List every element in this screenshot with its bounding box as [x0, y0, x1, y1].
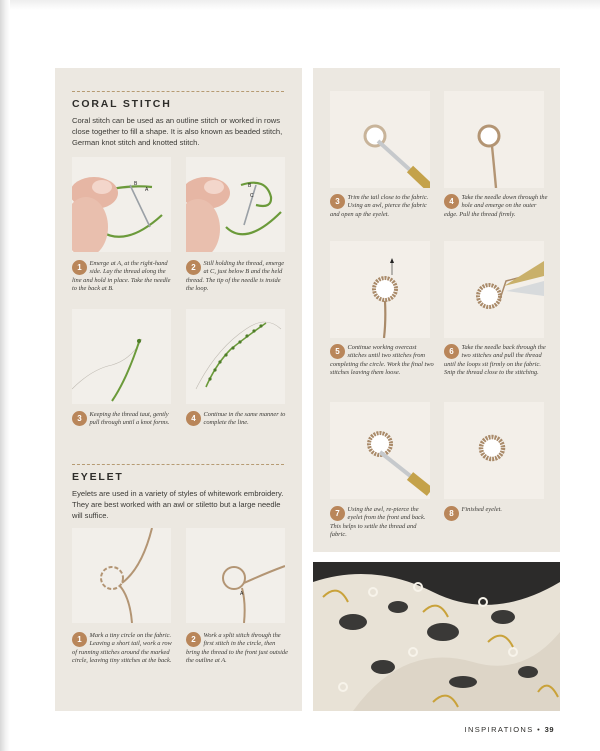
step-number-badge: 3	[72, 411, 87, 426]
eyelet-step-4-photo	[444, 91, 544, 188]
step-number-badge: 1	[72, 260, 87, 275]
label-a: A	[240, 591, 244, 597]
step-text: Emerge at A, at the right-hand side. Lay the thread along the line and hold in place. Take the needle to the back at B.	[72, 260, 171, 293]
eyelet-step-1-photo	[72, 528, 171, 623]
step-number-badge: 6	[444, 344, 459, 359]
step-text: Keeping the thread taut, gently pull through until a knot forms.	[89, 411, 170, 427]
label-a: A	[145, 187, 149, 193]
eyelet-step-6-photo	[444, 241, 544, 338]
step-number-badge: 2	[186, 632, 201, 647]
eyelet-step-3-photo	[330, 91, 430, 188]
label-b: B	[248, 183, 252, 189]
coral-step-1-photo	[72, 157, 171, 252]
step-number-badge: 7	[330, 506, 345, 521]
eyelet-step-6-caption	[444, 344, 548, 378]
page-edge-shadow	[10, 0, 600, 10]
step-number-badge: 2	[186, 260, 201, 275]
eyelet-step-4-caption	[444, 194, 548, 219]
step-text: Work a split stitch through the first stitch in the circle, then bring the thread to the front just outside the outline at A.	[186, 632, 288, 665]
eyelet-step-8-photo	[444, 402, 544, 499]
step-text: Take the needle back through the two stitches and pull the thread until the loops sit firmly on the fabric. Snip the thread close to the stitching.	[444, 344, 546, 377]
coral-stitch-intro: Coral stitch can be used as an outline stitch or worked in rows close together to fill a shape. It is also known as beaded stitch, German knot stitch and knotted stitch.	[72, 116, 283, 147]
coral-stitch-heading: CORAL STITCH	[72, 98, 172, 110]
section-divider	[72, 464, 284, 465]
step-text: Take the needle down through the hole and emerge on the outer edge. Pull the thread firmly.	[444, 194, 548, 218]
eyelet-step-7-photo	[330, 402, 430, 499]
footer-separator: •	[537, 725, 542, 734]
eyelet-heading: EYELET	[72, 471, 124, 483]
step-text: Mark a tiny circle on the fabric. Leaving a short tail, work a row of running stitches around the marked circle, leaving tiny stitches at the back.	[72, 632, 172, 665]
step-number-badge: 3	[330, 194, 345, 209]
whitework-embroidery-photo	[313, 562, 560, 711]
step-text: Finished eyelet.	[461, 506, 502, 513]
step-text: Trim the tail close to the fabric. Using an awl, pierce the fabric and open up the eyelet.	[330, 194, 429, 218]
footer-section-name: INSPIRATIONS	[464, 725, 534, 734]
book-spine-shadow	[0, 0, 10, 751]
eyelet-step-1-caption	[72, 632, 174, 666]
coral-step-4-photo	[186, 309, 285, 404]
eyelet-step-5-caption	[330, 344, 434, 378]
top-divider	[72, 91, 284, 92]
coral-step-2-photo	[186, 157, 285, 252]
step-text: Still holding the thread, emerge at C, just below B and the held thread. The tip of the needle is inside the loop.	[186, 260, 285, 293]
eyelet-step-5-photo	[330, 241, 430, 338]
eyelet-step-2-caption	[186, 632, 288, 666]
page-number: 39	[544, 725, 554, 734]
coral-step-2-caption	[186, 260, 288, 294]
eyelet-intro: Eyelets are used in a variety of styles of whitework embroidery. They are best worked with an awl or stiletto but a large needle will suffice.	[72, 489, 284, 520]
step-number-badge: 8	[444, 506, 459, 521]
coral-step-1-caption	[72, 260, 174, 294]
step-number-badge: 1	[72, 632, 87, 647]
page-footer	[464, 725, 554, 734]
step-text: Continue in the same manner to complete the line.	[203, 411, 286, 427]
coral-step-3-photo	[72, 309, 171, 404]
step-number-badge: 5	[330, 344, 345, 359]
step-text: Continue working overcast stitches until two stitches from completing the circle. Work the final two stitches leaving them loose.	[330, 344, 434, 377]
step-text: Using the awl, re-pierce the eyelet from the front and back. This helps to settle the thread and fabric.	[330, 506, 426, 539]
step-number-badge: 4	[186, 411, 201, 426]
eyelet-step-2-photo	[186, 528, 285, 623]
label-c: C	[250, 193, 254, 199]
step-number-badge: 4	[444, 194, 459, 209]
coral-step-4-caption	[186, 411, 288, 428]
coral-step-3-caption	[72, 411, 174, 428]
eyelet-step-8-caption	[444, 506, 548, 522]
label-b: B	[134, 181, 138, 187]
eyelet-step-7-caption	[330, 506, 434, 540]
eyelet-step-3-caption	[330, 194, 434, 219]
